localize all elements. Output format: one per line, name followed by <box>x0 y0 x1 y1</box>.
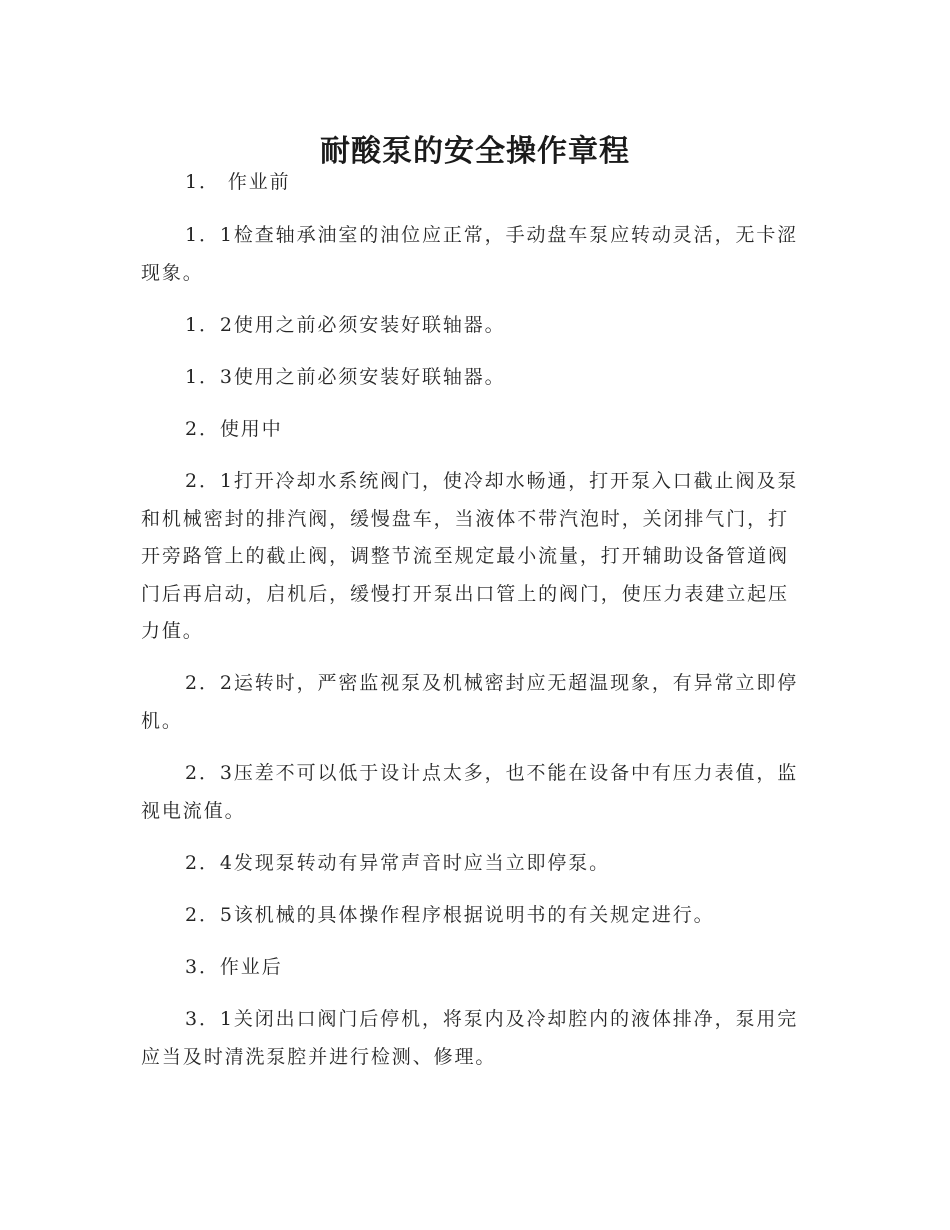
paragraph-2-1: 2．1打开冷却水系统阀门，使冷却水畅通，打开泵入口截止阀及泵和机械密封的排汽阀，缓慢盘车，当液体不带汽泡时，关闭排气门，打开旁路管上的截止阀，调整节流至规定最小流量，打开辅助设备管道阀门后再启动，启机后，缓慢打开泵出口管上的阀门，使压力表建立起压力值。 <box>141 470 799 643</box>
section-3-heading: 3．作业后 <box>185 956 283 978</box>
paragraph-3-1: 3．1关闭出口阀门后停机，将泵内及冷却腔内的液体排净，泵用完应当及时清洗泵腔并进行检测、修理。 <box>141 1008 799 1068</box>
paragraph-2-5: 2．5该机械的具体操作程序根据说明书的有关规定进行。 <box>185 904 715 926</box>
paragraph-2-2: 2．2运转时，严密监视泵及机械密封应无超温现象，有异常立即停机。 <box>141 672 799 732</box>
paragraph-1-1: 1．1检查轴承油室的油位应正常，手动盘车泵应转动灵活，无卡涩现象。 <box>141 224 799 284</box>
paragraph-2-4: 2．4发现泵转动有异常声音时应当立即停泵。 <box>185 852 611 874</box>
paragraph-1-3: 1．3使用之前必须安装好联轴器。 <box>185 366 506 388</box>
paragraph-1-2: 1．2使用之前必须安装好联轴器。 <box>185 314 506 336</box>
section-1-heading: 1． 作业前 <box>185 171 291 193</box>
document-title: 耐酸泵的安全操作章程 <box>320 134 630 170</box>
paragraph-2-3: 2．3压差不可以低于设计点太多，也不能在设备中有压力表值，监视电流值。 <box>141 762 799 822</box>
section-2-heading: 2．使用中 <box>185 418 283 440</box>
